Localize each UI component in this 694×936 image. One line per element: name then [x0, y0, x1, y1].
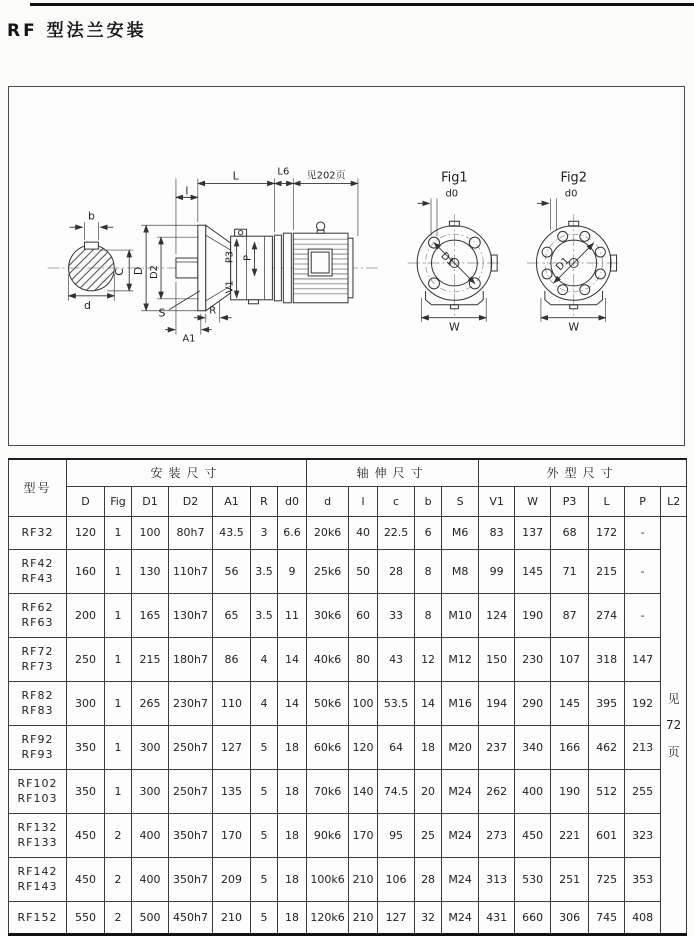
value-cell: 6: [415, 516, 442, 549]
value-cell: 60: [349, 593, 378, 637]
value-cell: 9: [278, 549, 307, 593]
value-cell: 99: [479, 549, 515, 593]
value-cell: 274: [589, 593, 625, 637]
col-header: D: [67, 486, 105, 516]
table-row: [9, 857, 687, 901]
value-cell: 25k6: [307, 549, 349, 593]
model-name: RF73: [21, 660, 54, 673]
value-cell: M24: [442, 857, 479, 901]
value-cell: 1: [105, 725, 132, 769]
value-cell: 5: [251, 769, 278, 813]
value-cell: 56: [213, 549, 251, 593]
value-cell: 18: [415, 725, 442, 769]
dim-label-D2: D2: [149, 264, 161, 279]
col-header: d0: [278, 486, 307, 516]
col-header: A1: [213, 486, 251, 516]
table-row: [9, 516, 687, 549]
value-cell: 30k6: [307, 593, 349, 637]
value-cell: 8: [415, 549, 442, 593]
value-cell: 135: [213, 769, 251, 813]
value-cell: 107: [551, 637, 589, 681]
value-cell: 660: [515, 901, 551, 934]
col-header: Fig: [105, 486, 132, 516]
value-cell: 450: [67, 813, 105, 857]
value-cell: M8: [442, 549, 479, 593]
value-cell: 5: [251, 901, 278, 934]
model-name: RF83: [21, 704, 54, 717]
value-cell: 350: [67, 725, 105, 769]
value-cell: 4: [251, 637, 278, 681]
value-cell: 1: [105, 516, 132, 549]
model-name: RF103: [17, 792, 58, 805]
value-cell: 6.6: [278, 516, 307, 549]
value-cell: 450: [67, 857, 105, 901]
value-cell: 323: [625, 813, 661, 857]
value-cell: 18: [278, 901, 307, 934]
group-header-shaft: 轴伸尺寸: [307, 459, 479, 486]
value-cell: 40k6: [307, 637, 349, 681]
value-cell: 20: [415, 769, 442, 813]
model-cell: [9, 769, 67, 813]
value-cell: 273: [479, 813, 515, 857]
value-cell: 124: [479, 593, 515, 637]
model-name: RF32: [21, 526, 54, 539]
value-cell: 180h7: [169, 637, 213, 681]
value-cell: 3.5: [251, 549, 278, 593]
value-cell: M20: [442, 725, 479, 769]
group-header-mounting: 安装尺寸: [67, 459, 307, 486]
value-cell: 300: [132, 769, 169, 813]
value-cell: 110h7: [169, 549, 213, 593]
value-cell: 74.5: [378, 769, 415, 813]
model-name: RF82: [21, 689, 54, 702]
value-cell: 137: [515, 516, 551, 549]
value-cell: 110: [213, 681, 251, 725]
col-header: R: [251, 486, 278, 516]
model-cell: [9, 725, 67, 769]
value-cell: 170: [349, 813, 378, 857]
value-cell: 14: [278, 637, 307, 681]
value-cell: 300: [67, 681, 105, 725]
value-cell: 83: [479, 516, 515, 549]
value-cell: -: [625, 593, 661, 637]
col-header: W: [515, 486, 551, 516]
model-name: RF93: [21, 748, 54, 761]
col-header: L: [589, 486, 625, 516]
header-columns-row: [9, 486, 687, 516]
value-cell: 95: [378, 813, 415, 857]
value-cell: 221: [551, 813, 589, 857]
value-cell: 209: [213, 857, 251, 901]
value-cell: M24: [442, 901, 479, 934]
value-cell: 237: [479, 725, 515, 769]
value-cell: 1: [105, 593, 132, 637]
value-cell: 400: [515, 769, 551, 813]
value-cell: M10: [442, 593, 479, 637]
model-name: RF152: [17, 910, 58, 924]
shaft-cross-section: [69, 242, 115, 291]
value-cell: 100k6: [307, 857, 349, 901]
value-cell: 165: [132, 593, 169, 637]
value-cell: 65: [213, 593, 251, 637]
col-header: d: [307, 486, 349, 516]
table-row: [9, 769, 687, 813]
value-cell: 318: [589, 637, 625, 681]
value-cell: 251: [551, 857, 589, 901]
group-header-outline: 外型尺寸: [479, 459, 687, 486]
value-cell: 127: [378, 901, 415, 934]
dim-label-b: b: [87, 209, 95, 223]
dim-label-D: D: [132, 266, 146, 276]
value-cell: 100: [132, 516, 169, 549]
model-name: RF143: [17, 880, 58, 893]
value-cell: 86: [213, 637, 251, 681]
col-header: l: [349, 486, 378, 516]
page-title: RF 型法兰安装: [7, 21, 147, 41]
value-cell: 230: [515, 637, 551, 681]
value-cell: 210: [213, 901, 251, 934]
value-cell: 192: [625, 681, 661, 725]
model-cell: [9, 593, 67, 637]
value-cell: 1: [105, 681, 132, 725]
value-cell: 150: [479, 637, 515, 681]
value-cell: 43: [378, 637, 415, 681]
model-cell: [9, 857, 67, 901]
dimension-spec-table: [8, 458, 687, 936]
value-cell: 400: [132, 857, 169, 901]
value-cell: 601: [589, 813, 625, 857]
value-cell: 28: [378, 549, 415, 593]
dim-label-d0-fig2: d0: [564, 188, 578, 200]
value-cell: 130h7: [169, 593, 213, 637]
value-cell: 120k6: [307, 901, 349, 934]
value-cell: 215: [589, 549, 625, 593]
value-cell: 87: [551, 593, 589, 637]
value-cell: 300: [132, 725, 169, 769]
value-cell: 53.5: [378, 681, 415, 725]
value-cell: 2: [105, 901, 132, 934]
table-row: [9, 681, 687, 725]
col-header: P3: [551, 486, 589, 516]
value-cell: 350h7: [169, 813, 213, 857]
value-cell: 215: [132, 637, 169, 681]
flange-mount-drawing: [9, 87, 684, 445]
note-char: 见: [667, 691, 680, 706]
value-cell: 18: [278, 769, 307, 813]
value-cell: M12: [442, 637, 479, 681]
value-cell: 166: [551, 725, 589, 769]
value-cell: 530: [515, 857, 551, 901]
dim-label-d: d: [83, 298, 91, 312]
value-cell: 353: [625, 857, 661, 901]
dim-label-A1: A1: [182, 333, 196, 345]
dim-label-D1-fig2: D1: [554, 255, 572, 274]
model-name: RF63: [21, 616, 54, 629]
value-cell: 140: [349, 769, 378, 813]
value-cell: 450: [515, 813, 551, 857]
value-cell: 250h7: [169, 725, 213, 769]
technical-drawing-panel: [8, 86, 685, 446]
value-cell: 170: [213, 813, 251, 857]
value-cell: 210: [349, 857, 378, 901]
value-cell: 22.5: [378, 516, 415, 549]
model-name: RF43: [21, 572, 54, 585]
value-cell: 395: [589, 681, 625, 725]
see-page-72-note: [661, 516, 687, 934]
dim-label-W-fig2: W: [568, 320, 580, 334]
value-cell: 306: [551, 901, 589, 934]
model-cell: [9, 681, 67, 725]
value-cell: 11: [278, 593, 307, 637]
value-cell: 255: [625, 769, 661, 813]
value-cell: 28: [415, 857, 442, 901]
value-cell: 25: [415, 813, 442, 857]
dim-label-P3: P3: [224, 250, 236, 264]
value-cell: 100: [349, 681, 378, 725]
value-cell: 14: [415, 681, 442, 725]
value-cell: 70k6: [307, 769, 349, 813]
value-cell: 725: [589, 857, 625, 901]
value-cell: M6: [442, 516, 479, 549]
value-cell: 200: [67, 593, 105, 637]
gearmotor-side-view: [176, 222, 353, 311]
table-row: [9, 549, 687, 593]
value-cell: 12: [415, 637, 442, 681]
value-cell: 40: [349, 516, 378, 549]
model-name: RF133: [17, 836, 58, 849]
fig1-label: Fig1: [441, 170, 468, 186]
value-cell: 5: [251, 857, 278, 901]
col-header: b: [415, 486, 442, 516]
value-cell: 130: [132, 549, 169, 593]
value-cell: 60k6: [307, 725, 349, 769]
model-cell: [9, 516, 67, 549]
value-cell: 14: [278, 681, 307, 725]
value-cell: 80: [349, 637, 378, 681]
value-cell: 745: [589, 901, 625, 934]
fig2-label: Fig2: [560, 170, 587, 186]
value-cell: 18: [278, 813, 307, 857]
value-cell: 147: [625, 637, 661, 681]
value-cell: 1: [105, 637, 132, 681]
value-cell: M16: [442, 681, 479, 725]
value-cell: 64: [378, 725, 415, 769]
model-name: RF132: [17, 821, 58, 834]
note-char: 页: [667, 744, 680, 759]
value-cell: 172: [589, 516, 625, 549]
value-cell: 262: [479, 769, 515, 813]
model-cell: [9, 813, 67, 857]
value-cell: 80h7: [169, 516, 213, 549]
value-cell: 408: [625, 901, 661, 934]
value-cell: 210: [349, 901, 378, 934]
value-cell: -: [625, 549, 661, 593]
model-cell: [9, 901, 67, 934]
value-cell: 43.5: [213, 516, 251, 549]
table-row: [9, 593, 687, 637]
value-cell: 50k6: [307, 681, 349, 725]
value-cell: 313: [479, 857, 515, 901]
col-header: D2: [169, 486, 213, 516]
dim-label-d0-fig1: d0: [445, 188, 459, 200]
dim-label-W-fig1: W: [448, 320, 460, 334]
value-cell: 20k6: [307, 516, 349, 549]
model-name: RF102: [17, 777, 58, 790]
value-cell: 127: [213, 725, 251, 769]
col-header: S: [442, 486, 479, 516]
value-cell: 500: [132, 901, 169, 934]
dim-label-L6: L6: [277, 166, 290, 178]
model-name: RF72: [21, 645, 54, 658]
table-row: [9, 637, 687, 681]
value-cell: 3.5: [251, 593, 278, 637]
value-cell: 194: [479, 681, 515, 725]
value-cell: 340: [515, 725, 551, 769]
col-header: P: [625, 486, 661, 516]
value-cell: 450h7: [169, 901, 213, 934]
dim-label-V1: V1: [224, 280, 236, 294]
value-cell: 71: [551, 549, 589, 593]
value-cell: 250h7: [169, 769, 213, 813]
value-cell: 32: [415, 901, 442, 934]
value-cell: 5: [251, 813, 278, 857]
model-cell: [9, 637, 67, 681]
dim-label-P: P: [242, 255, 254, 262]
model-cell: [9, 549, 67, 593]
dim-label-L: L: [232, 169, 239, 183]
value-cell: 2: [105, 857, 132, 901]
value-cell: 50: [349, 549, 378, 593]
value-cell: 190: [515, 593, 551, 637]
dim-label-R: R: [209, 305, 217, 317]
top-rule: [30, 3, 694, 6]
col-header: D1: [132, 486, 169, 516]
value-cell: 120: [67, 516, 105, 549]
value-cell: 265: [132, 681, 169, 725]
spec-table-body: [9, 516, 687, 934]
model-name: RF42: [21, 557, 54, 570]
note-char: 72: [666, 717, 682, 732]
dim-label-D1-fig1: D1: [438, 250, 457, 269]
table-row: [9, 901, 687, 934]
value-cell: 250: [67, 637, 105, 681]
value-cell: 350h7: [169, 857, 213, 901]
table-row: [9, 725, 687, 769]
value-cell: 4: [251, 681, 278, 725]
model-name: RF142: [17, 865, 58, 878]
value-cell: -: [625, 516, 661, 549]
col-header: L2: [661, 486, 687, 516]
value-cell: 2: [105, 813, 132, 857]
value-cell: 230h7: [169, 681, 213, 725]
value-cell: 18: [278, 725, 307, 769]
value-cell: 550: [67, 901, 105, 934]
dim-label-S: S: [158, 306, 166, 320]
value-cell: 33: [378, 593, 415, 637]
value-cell: 290: [515, 681, 551, 725]
value-cell: 512: [589, 769, 625, 813]
value-cell: M24: [442, 769, 479, 813]
value-cell: 213: [625, 725, 661, 769]
model-name: RF62: [21, 601, 54, 614]
value-cell: 462: [589, 725, 625, 769]
dim-label-l: l: [185, 184, 189, 198]
value-cell: 190: [551, 769, 589, 813]
value-cell: 145: [515, 549, 551, 593]
value-cell: 350: [67, 769, 105, 813]
header-group-row: [9, 459, 687, 486]
value-cell: 3: [251, 516, 278, 549]
value-cell: 431: [479, 901, 515, 934]
value-cell: 160: [67, 549, 105, 593]
value-cell: 8: [415, 593, 442, 637]
model-name: RF92: [21, 733, 54, 746]
value-cell: M24: [442, 813, 479, 857]
value-cell: 120: [349, 725, 378, 769]
value-cell: 145: [551, 681, 589, 725]
value-cell: 68: [551, 516, 589, 549]
col-header: V1: [479, 486, 515, 516]
value-cell: 90k6: [307, 813, 349, 857]
value-cell: 18: [278, 857, 307, 901]
table-row: [9, 813, 687, 857]
value-cell: 5: [251, 725, 278, 769]
dim-label-C: C: [113, 268, 127, 276]
value-cell: 400: [132, 813, 169, 857]
value-cell: 1: [105, 549, 132, 593]
model-column-header: 型号: [9, 459, 67, 516]
see-page-202-note: 见202页: [306, 170, 346, 182]
col-header: c: [378, 486, 415, 516]
value-cell: 1: [105, 769, 132, 813]
value-cell: 106: [378, 857, 415, 901]
